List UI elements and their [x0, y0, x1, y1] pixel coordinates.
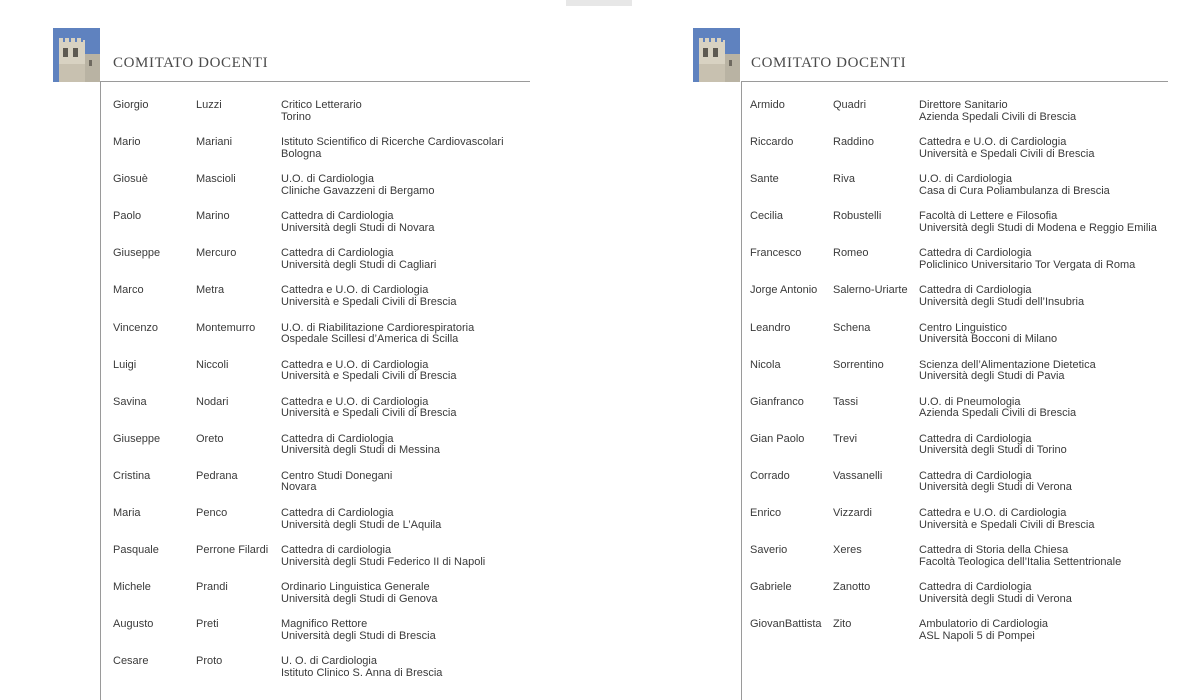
vertical-rule [100, 81, 101, 700]
last-name: Metra [196, 284, 225, 297]
first-name: Giosuè [113, 173, 148, 186]
affiliation: Cattedra e U.O. di Cardiologia Università e Spedali Civili di Brescia [919, 136, 1095, 160]
affiliation: Cattedra e U.O. di Cardiologia Università e Spedali Civili di Brescia [919, 507, 1095, 531]
first-name: Savina [113, 395, 147, 408]
affiliation: Cattedra di Cardiologia Università degli Studi di Messina [281, 432, 440, 457]
last-name: Raddino [833, 136, 874, 149]
affiliation: Ordinario Linguistica Generale Università degli Studi di Genova [281, 581, 438, 605]
first-name: Corrado [750, 469, 790, 482]
first-name: Marco [113, 284, 144, 297]
last-name: Nodari [196, 395, 229, 408]
affiliation: Cattedra di Cardiologia Università degli Studi de L’Aquila [281, 507, 442, 531]
last-name: Trevi [833, 432, 858, 445]
first-name: Paolo [113, 210, 142, 223]
first-name: Cecilia [750, 210, 784, 223]
last-name: Vizzardi [833, 507, 872, 520]
affiliation: Magnifico Rettore Università degli Studi di Brescia [281, 618, 436, 642]
first-name: Gabriele [750, 581, 792, 594]
affiliation: U.O. di Cardiologia Cliniche Gavazzeni di Bergamo [281, 173, 435, 197]
last-name: Quadri [833, 99, 867, 111]
title-rule [741, 81, 1168, 82]
first-name: Cristina [113, 469, 151, 482]
first-name: Mario [113, 136, 141, 149]
vertical-rule [741, 81, 742, 700]
last-name: Oreto [196, 432, 224, 445]
last-name: Preti [196, 618, 219, 631]
title-rule [100, 81, 530, 82]
last-name: Mercuro [196, 247, 237, 260]
last-name: Romeo [833, 247, 869, 260]
affiliation: Ambulatorio di Cardiologia ASL Napoli 5 di Pompei [919, 618, 1049, 642]
last-name: Riva [833, 173, 856, 186]
affiliation: Cattedra e U.O. di Cardiologia Università e Spedali Civili di Brescia [281, 358, 457, 383]
first-name: Giuseppe [113, 247, 161, 260]
first-name: Vincenzo [113, 321, 159, 334]
last-name: Mascioli [196, 173, 236, 186]
affiliation: U.O. di Riabilitazione Cardiorespiratoria Ospedale Scillesi d’America di Scilla [281, 321, 475, 346]
last-name: Pedrana [196, 469, 238, 482]
last-name: Xeres [833, 544, 862, 557]
last-name: Niccoli [196, 358, 229, 371]
last-name: Salerno-Uriarte [833, 284, 908, 297]
last-name: Perrone Filardi [196, 544, 269, 557]
affiliation: Cattedra di Cardiologia Università degli Studi di Verona [919, 469, 1072, 494]
first-name: Sante [750, 173, 779, 186]
tower-logo [53, 28, 100, 82]
first-name: Giuseppe [113, 432, 161, 445]
affiliation: Cattedra di Cardiologia Università degli Studi di Cagliari [281, 247, 437, 271]
affiliation: U. O. di Cardiologia Istituto Clinico S. Anna di Brescia [281, 655, 443, 679]
first-name: Armido [750, 99, 785, 111]
first-name: Gianfranco [750, 395, 804, 408]
last-name: Montemurro [196, 321, 256, 334]
last-name: Tassi [833, 395, 859, 408]
affiliation: Cattedra e U.O. di Cardiologia Università e Spedali Civili di Brescia [281, 395, 457, 420]
first-name: Leandro [750, 321, 791, 334]
last-name: Penco [196, 507, 228, 520]
last-name: Vassanelli [833, 469, 883, 482]
first-name: Pasquale [113, 544, 159, 557]
first-name: Gian Paolo [750, 432, 805, 445]
affiliation: Cattedra di Cardiologia Università degli Studi di Verona [919, 581, 1072, 605]
last-name: Robustelli [833, 210, 882, 223]
section-title: COMITATO DOCENTI [751, 55, 907, 71]
last-name: Prandi [196, 581, 228, 594]
first-name: Maria [113, 507, 141, 520]
first-name: Augusto [113, 618, 154, 631]
first-name: Francesco [750, 247, 802, 260]
first-name: Michele [113, 581, 151, 594]
first-name: Cesare [113, 655, 149, 668]
affiliation: U.O. di Cardiologia Casa di Cura Poliambulanza di Brescia [919, 173, 1110, 197]
affiliation: Cattedra e U.O. di Cardiologia Università e Spedali Civili di Brescia [281, 284, 457, 308]
affiliation: Facoltà di Lettere e Filosofia Università degli Studi di Modena e Reggio Emilia [919, 210, 1157, 234]
affiliation: Cattedra di Storia della Chiesa Facoltà Teologica dell’Italia Settentrionale [919, 544, 1122, 568]
first-name: Jorge Antonio [750, 284, 818, 297]
affiliation: Cattedra di cardiologia Università degli Studi Federico II di Napoli [281, 544, 486, 568]
affiliation: Centro Linguistico Università Bocconi di Milano [919, 321, 1058, 346]
last-name: Marino [196, 210, 230, 223]
last-name: Schena [833, 321, 871, 334]
tower-logo [693, 28, 740, 82]
last-name: Proto [196, 655, 223, 668]
affiliation: Direttore Sanitario Azienda Spedali Civili di Brescia [919, 99, 1077, 123]
first-name: Saverio [750, 544, 788, 557]
section-title: COMITATO DOCENTI [113, 55, 269, 71]
affiliation: Critico Letterario Torino [281, 99, 362, 123]
last-name: Zito [833, 618, 852, 631]
affiliation: Cattedra di Cardiologia Università degli Studi dell’Insubria [919, 284, 1085, 308]
affiliation: U.O. di Pneumologia Azienda Spedali Civili di Brescia [919, 395, 1077, 420]
first-name: Nicola [750, 358, 781, 371]
affiliation: Scienza dell’Alimentazione Dietetica Università degli Studi di Pavia [919, 358, 1096, 383]
affiliation: Cattedra di Cardiologia Policlinico Universitario Tor Vergata di Roma [919, 247, 1136, 271]
top-page-tab [566, 0, 632, 6]
first-name: GiovanBattista [750, 618, 822, 631]
right-page [640, 0, 1200, 700]
first-name: Enrico [750, 507, 782, 520]
affiliation: Istituto Scientifico di Ricerche Cardiovascolari Bologna [281, 136, 504, 160]
last-name: Zanotto [833, 581, 871, 594]
last-name: Luzzi [196, 99, 222, 111]
first-name: Luigi [113, 358, 137, 371]
first-name: Giorgio [113, 99, 149, 111]
affiliation: Centro Studi Donegani Novara [281, 469, 393, 494]
affiliation: Cattedra di Cardiologia Università degli Studi di Novara [281, 210, 435, 234]
last-name: Sorrentino [833, 358, 884, 371]
affiliation: Cattedra di Cardiologia Università degli Studi di Torino [919, 432, 1067, 457]
first-name: Riccardo [750, 136, 794, 149]
last-name: Mariani [196, 136, 233, 149]
left-page [0, 0, 560, 700]
